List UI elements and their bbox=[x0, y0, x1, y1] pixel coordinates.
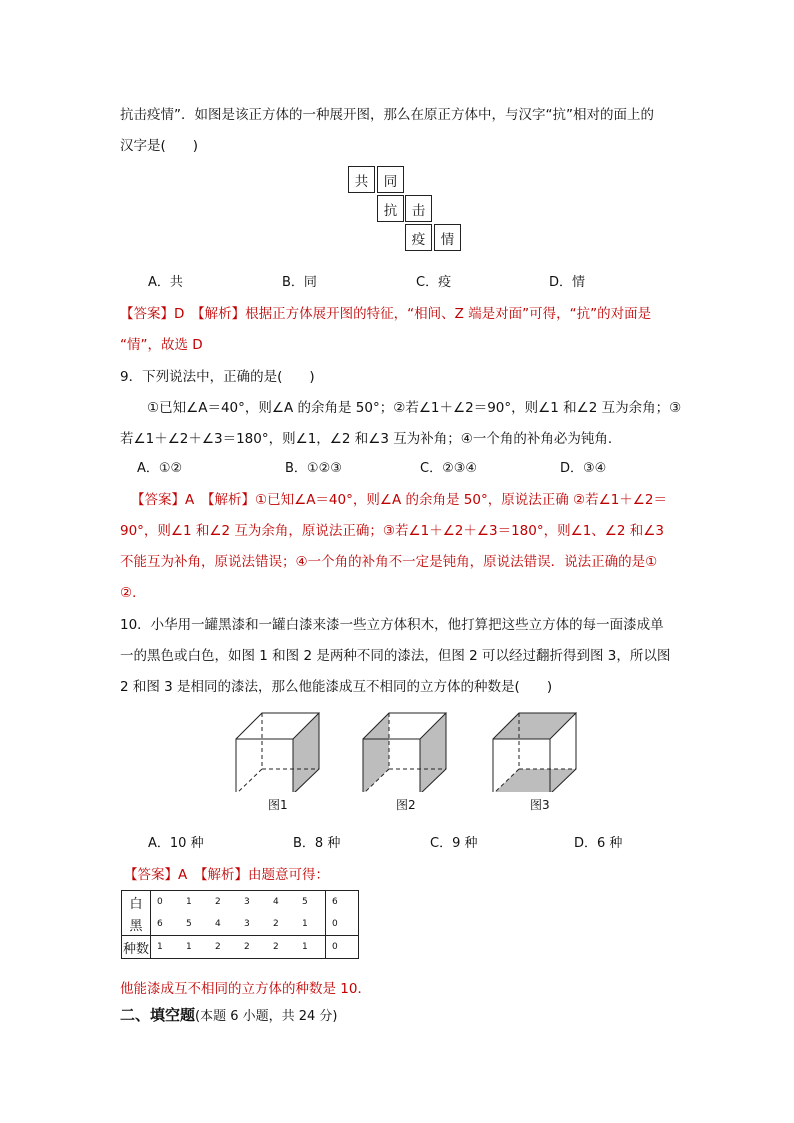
q9-stem: 9．下列说法中，正确的是( ) bbox=[120, 369, 315, 385]
section-title: 二、填空题 bbox=[120, 1006, 196, 1024]
caption-figure-1: 图1 bbox=[268, 798, 288, 812]
table-cell: 2 bbox=[267, 936, 296, 959]
table-cell: 3 bbox=[238, 891, 267, 914]
table-cell: 5 bbox=[180, 913, 209, 936]
q10-answer-line: 【答案】A 【解析】由题意可得： bbox=[124, 867, 329, 883]
table-row-white bbox=[122, 891, 359, 914]
net-cell: 共 bbox=[348, 166, 375, 193]
cube-figure-3 bbox=[487, 708, 579, 792]
table-cell: 1 bbox=[180, 936, 209, 959]
table-cell: 1 bbox=[180, 891, 209, 914]
table-cell: 0 bbox=[326, 913, 359, 936]
q8-answer-line1: 【答案】D 【解析】根据正方体展开图的特征，“相间、Z 端是对面”可得，“抗”的对面是 bbox=[120, 306, 652, 322]
caption-figure-3: 图3 bbox=[530, 798, 550, 812]
net-cell: 情 bbox=[434, 224, 461, 251]
q10-option-c: C．9 种 bbox=[430, 836, 478, 851]
table-cell: 2 bbox=[238, 936, 267, 959]
q10-line1: 10．小华用一罐黑漆和一罐白漆来漆一些立方体积木，他打算把这些立方体的每一面漆成单 bbox=[120, 617, 664, 633]
net-cell: 疫 bbox=[405, 224, 432, 251]
cube-figure-2 bbox=[357, 708, 449, 792]
q8-option-b: B．同 bbox=[282, 275, 317, 290]
solution-table bbox=[121, 890, 359, 959]
q9-answer-line4: ②． bbox=[120, 585, 146, 601]
q8-option-c: C．疫 bbox=[416, 275, 452, 290]
q9-option-b: B．①②③ bbox=[285, 461, 342, 476]
table-cell: 0 bbox=[326, 936, 359, 959]
row-label-count: 种数 bbox=[122, 936, 151, 959]
row-label-black: 黑 bbox=[122, 913, 151, 936]
q8-option-a: A．共 bbox=[148, 275, 183, 290]
table-cell: 0 bbox=[151, 891, 181, 914]
q9-option-d: D．③④ bbox=[560, 461, 607, 476]
table-cell: 6 bbox=[326, 891, 359, 914]
q10-option-d: D．6 种 bbox=[574, 836, 623, 851]
q9-answer-line1: 【答案】A 【解析】①已知∠A＝40°，则∠A 的余角是 50°，原说法正确 ②若∠1＋∠2＝ bbox=[131, 492, 667, 508]
q9-answer-line3: 不能互为补角，原说法错误；④一个角的补角不一定是钝角，原说法错误．说法正确的是① bbox=[120, 554, 658, 570]
q10-option-b: B．8 种 bbox=[293, 836, 341, 851]
caption-figure-2: 图2 bbox=[396, 798, 416, 812]
table-row-count bbox=[122, 936, 359, 959]
q10-line2: 一的黑色或白色，如图 1 和图 2 是两种不同的漆法，但图 2 可以经过翻折得到图 3，所以图 bbox=[120, 648, 671, 664]
q8-option-d: D．情 bbox=[549, 275, 586, 290]
q9-option-a: A．①② bbox=[137, 461, 183, 476]
table-cell: 2 bbox=[209, 936, 238, 959]
q8-stem-line2: 汉字是( ) bbox=[120, 138, 199, 154]
q8-answer-line2: “情”，故选 D bbox=[120, 337, 203, 353]
net-cell: 同 bbox=[377, 166, 404, 193]
row-label-white: 白 bbox=[122, 891, 151, 914]
section-heading bbox=[120, 1004, 338, 1025]
table-cell: 4 bbox=[209, 913, 238, 936]
table-row-black bbox=[122, 913, 359, 936]
q9-option-c: C．②③④ bbox=[420, 461, 478, 476]
q10-line3: 2 和图 3 是相同的漆法，那么他能漆成互不相同的立方体的种数是( ) bbox=[120, 679, 553, 695]
q8-stem-line1: 抗击疫情”．如图是该正方体的一种展开图，那么在原正方体中，与汉字“抗”相对的面上的 bbox=[120, 107, 654, 123]
shaded-face bbox=[363, 713, 389, 792]
net-cell: 抗 bbox=[377, 195, 404, 222]
q9-answer-line2: 90°，则∠1 和∠2 互为余角，原说法正确；③若∠1＋∠2＋∠3＝180°，则∠1、∠2 和∠3 bbox=[120, 523, 664, 539]
net-cell: 击 bbox=[405, 195, 432, 222]
q9-line2: 若∠1＋∠2＋∠3＝180°，则∠1，∠2 和∠3 互为补角；④一个角的补角必为钝角． bbox=[120, 431, 622, 447]
q10-option-a: A．10 种 bbox=[148, 836, 204, 851]
table-cell: 5 bbox=[296, 891, 326, 914]
table-cell: 1 bbox=[151, 936, 181, 959]
table-cell: 3 bbox=[238, 913, 267, 936]
table-cell: 2 bbox=[267, 913, 296, 936]
table-cell: 1 bbox=[296, 936, 326, 959]
q9-line1: ①已知∠A＝40°，则∠A 的余角是 50°；②若∠1＋∠2＝90°，则∠1 和∠2 互为余角；③ bbox=[147, 400, 682, 416]
table-cell: 4 bbox=[267, 891, 296, 914]
table-cell: 1 bbox=[296, 913, 326, 936]
shaded-face bbox=[293, 713, 319, 792]
q10-conclusion: 他能漆成互不相同的立方体的种数是 10． bbox=[120, 981, 371, 997]
cube-figure-1 bbox=[230, 708, 322, 792]
shaded-face bbox=[420, 713, 446, 792]
table-cell: 6 bbox=[151, 913, 181, 936]
section-note: (本题 6 小题，共 24 分) bbox=[195, 1009, 338, 1024]
table-cell: 2 bbox=[209, 891, 238, 914]
